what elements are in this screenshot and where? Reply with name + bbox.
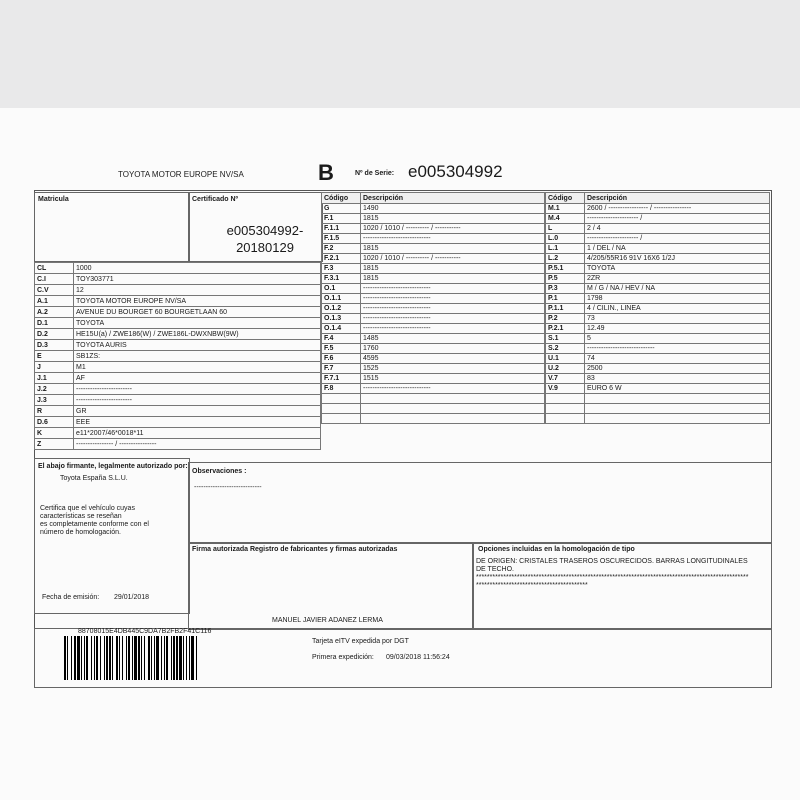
- left-value-cell: TOY303771: [74, 274, 321, 285]
- right-header-row: [546, 193, 770, 204]
- mid-code-cell: F.2: [322, 244, 361, 254]
- right-value-cell: 1798: [585, 294, 770, 304]
- certificado-number-line1: e005304992-: [226, 223, 304, 238]
- right-row: [546, 394, 770, 404]
- right-code-cell: [546, 414, 585, 424]
- mid-value-cell: 1020 / 1010 / ---------- / -----------: [361, 224, 545, 234]
- right-value-cell: 5: [585, 334, 770, 344]
- mid-header-row: [322, 193, 545, 204]
- right-code-cell: M.4: [546, 214, 585, 224]
- primera-expedicion-value: 09/03/2018 11:56:24: [386, 654, 450, 661]
- mid-value-cell: 1490: [361, 204, 545, 214]
- mid-value-cell: [361, 414, 545, 424]
- signer-title: El abajo firmante, legalmente autorizado por:: [38, 463, 188, 470]
- right-value-cell: [585, 394, 770, 404]
- mid-value-cell: 1525: [361, 364, 545, 374]
- mid-row: [322, 364, 545, 374]
- mid-row: [322, 254, 545, 264]
- right-value-cell: [585, 414, 770, 424]
- certificado-number-line2: 20180129: [236, 240, 294, 255]
- mid-row: [322, 374, 545, 384]
- mid-row: [322, 414, 545, 424]
- right-value-cell: 2 / 4: [585, 224, 770, 234]
- right-row: [546, 304, 770, 314]
- mid-code-cell: O.1.2: [322, 304, 361, 314]
- right-row: [546, 204, 770, 214]
- right-row: [546, 384, 770, 394]
- left-row: [35, 274, 321, 285]
- right-value-cell: 4/205/55R16 91V 16X6 1/2J: [585, 254, 770, 264]
- left-code-cell: A.2: [35, 307, 74, 318]
- left-code-cell: D.3: [35, 340, 74, 351]
- mid-value-cell: 4595: [361, 354, 545, 364]
- right-row: [546, 414, 770, 424]
- mid-code-cell: O.1: [322, 284, 361, 294]
- mid-row: [322, 404, 545, 414]
- right-row: [546, 214, 770, 224]
- left-value-cell: ---------------- / ----------------: [74, 439, 321, 450]
- right-row: [546, 254, 770, 264]
- opciones-stars-2: *****************************************: [476, 582, 588, 589]
- left-row: [35, 340, 321, 351]
- right-row: [546, 344, 770, 354]
- left-code-cell: D.2: [35, 329, 74, 340]
- engine-specs-table: [545, 192, 770, 424]
- mid-row: [322, 224, 545, 234]
- right-code-cell: L.0: [546, 234, 585, 244]
- right-code-cell: V.9: [546, 384, 585, 394]
- mid-row: [322, 324, 545, 334]
- left-row: [35, 373, 321, 384]
- left-row: [35, 362, 321, 373]
- mid-value-cell: 1815: [361, 274, 545, 284]
- left-fields-table: [34, 262, 321, 450]
- mid-code-cell: F.2.1: [322, 254, 361, 264]
- mid-code-cell: F.8: [322, 384, 361, 394]
- mid-code-cell: F.1.1: [322, 224, 361, 234]
- left-row: [35, 329, 321, 340]
- issuer-company: TOYOTA MOTOR EUROPE NV/SA: [118, 170, 244, 179]
- mid-value-cell: -----------------------------: [361, 284, 545, 294]
- right-code-cell: S.2: [546, 344, 585, 354]
- mid-value-cell: [361, 394, 545, 404]
- certifica-line-3: es completamente conforme con el: [40, 521, 149, 528]
- fecha-emision-value: 29/01/2018: [114, 594, 150, 601]
- mid-head-code: Código: [322, 193, 361, 204]
- mid-row: [322, 274, 545, 284]
- mid-code-cell: O.1.3: [322, 314, 361, 324]
- left-code-cell: CL: [35, 263, 74, 274]
- right-head-code: Código: [546, 193, 585, 204]
- right-row: [546, 334, 770, 344]
- left-value-cell: ------------------------: [74, 384, 321, 395]
- mid-head-desc: Descripción: [361, 193, 545, 204]
- left-code-cell: C.V: [35, 285, 74, 296]
- barcode: [64, 636, 280, 680]
- right-code-cell: L.2: [546, 254, 585, 264]
- right-code-cell: S.1: [546, 334, 585, 344]
- right-row: [546, 404, 770, 414]
- right-value-cell: 4 / CILIN., LINEA: [585, 304, 770, 314]
- opciones-line-2: DE TECHO.: [476, 566, 514, 573]
- right-row: [546, 224, 770, 234]
- right-value-cell: TOYOTA: [585, 264, 770, 274]
- left-value-cell: TOYOTA MOTOR EUROPE NV/SA: [74, 296, 321, 307]
- fecha-emision-label: Fecha de emisión:: [42, 594, 100, 601]
- right-value-cell: [585, 404, 770, 414]
- mid-row: [322, 314, 545, 324]
- observaciones-value: -----------------------------: [194, 484, 262, 491]
- right-value-cell: 2ZR: [585, 274, 770, 284]
- mid-code-cell: F.6: [322, 354, 361, 364]
- left-code-cell: C.I: [35, 274, 74, 285]
- right-value-cell: 2600 / ----------------- / ----------------: [585, 204, 770, 214]
- mid-code-cell: F.1: [322, 214, 361, 224]
- mid-value-cell: 1815: [361, 244, 545, 254]
- right-code-cell: V.7: [546, 374, 585, 384]
- right-row: [546, 354, 770, 364]
- right-row: [546, 244, 770, 254]
- right-code-cell: P.1.1: [546, 304, 585, 314]
- left-row: [35, 296, 321, 307]
- certifica-line-1: Certifica que el vehículo cuyas: [40, 505, 135, 512]
- mid-value-cell: -----------------------------: [361, 384, 545, 394]
- left-row: [35, 351, 321, 362]
- mid-value-cell: -----------------------------: [361, 234, 545, 244]
- right-code-cell: M.1: [546, 204, 585, 214]
- right-row: [546, 284, 770, 294]
- document-letter: B: [318, 160, 334, 185]
- mid-row: [322, 234, 545, 244]
- mid-value-cell: 1760: [361, 344, 545, 354]
- right-row: [546, 314, 770, 324]
- mid-code-cell: F.5: [322, 344, 361, 354]
- right-code-cell: P.2.1: [546, 324, 585, 334]
- mid-code-cell: F.3.1: [322, 274, 361, 284]
- right-row: [546, 374, 770, 384]
- right-code-cell: [546, 404, 585, 414]
- observaciones-label: Observaciones :: [192, 468, 247, 475]
- right-code-cell: P.3: [546, 284, 585, 294]
- left-value-cell: TOYOTA: [74, 318, 321, 329]
- left-code-cell: A.1: [35, 296, 74, 307]
- left-value-cell: EEE: [74, 417, 321, 428]
- left-row: [35, 428, 321, 439]
- right-value-cell: EURO 6 W: [585, 384, 770, 394]
- mid-code-cell: G: [322, 204, 361, 214]
- mid-code-cell: F.4: [322, 334, 361, 344]
- mid-code-cell: O.1.4: [322, 324, 361, 334]
- opciones-line-1: DE ORIGEN: CRISTALES TRASEROS OSCURECIDOS. BARRAS LONGITUDINALES: [476, 558, 748, 565]
- left-value-cell: 12: [74, 285, 321, 296]
- right-row: [546, 364, 770, 374]
- mid-code-cell: [322, 404, 361, 414]
- mid-code-cell: F.7.1: [322, 374, 361, 384]
- mid-row: [322, 284, 545, 294]
- mid-value-cell: 1515: [361, 374, 545, 384]
- right-code-cell: L.1: [546, 244, 585, 254]
- certificado-number: [205, 222, 325, 256]
- mid-row: [322, 354, 545, 364]
- right-value-cell: -----------------------------: [585, 344, 770, 354]
- right-value-cell: M / G / NA / HEV / NA: [585, 284, 770, 294]
- certificado-label: Certificado Nº: [192, 196, 239, 203]
- right-code-cell: U.2: [546, 364, 585, 374]
- left-row: [35, 263, 321, 274]
- mid-value-cell: -----------------------------: [361, 294, 545, 304]
- mid-row: [322, 244, 545, 254]
- left-value-cell: ------------------------: [74, 395, 321, 406]
- left-code-cell: J.1: [35, 373, 74, 384]
- left-code-cell: R: [35, 406, 74, 417]
- right-row: [546, 274, 770, 284]
- right-code-cell: P.5.1: [546, 264, 585, 274]
- right-row: [546, 264, 770, 274]
- mid-row: [322, 204, 545, 214]
- left-row: [35, 384, 321, 395]
- mid-code-cell: F.7: [322, 364, 361, 374]
- right-code-cell: L: [546, 224, 585, 234]
- left-value-cell: TOYOTA AURIS: [74, 340, 321, 351]
- mid-row: [322, 344, 545, 354]
- opciones-stars-1: ****************************************************************************************************: [476, 574, 749, 581]
- barcode-bar: [197, 636, 198, 680]
- right-row: [546, 234, 770, 244]
- right-code-cell: P.2: [546, 314, 585, 324]
- left-row: [35, 406, 321, 417]
- right-code-cell: [546, 394, 585, 404]
- mid-value-cell: -----------------------------: [361, 314, 545, 324]
- right-value-cell: 74: [585, 354, 770, 364]
- left-row: [35, 417, 321, 428]
- right-value-cell: 1 / DEL / NA: [585, 244, 770, 254]
- left-code-cell: D.6: [35, 417, 74, 428]
- mass-dimensions-table: [321, 192, 545, 424]
- left-code-cell: J.2: [35, 384, 74, 395]
- left-value-cell: AF: [74, 373, 321, 384]
- mid-row: [322, 394, 545, 404]
- mid-value-cell: 1485: [361, 334, 545, 344]
- certifica-line-2: características se reseñan: [40, 513, 122, 520]
- firma-name: MANUEL JAVIER ADANEZ LERMA: [272, 617, 383, 624]
- mid-value-cell: [361, 404, 545, 414]
- mid-row: [322, 294, 545, 304]
- tarjeta-text: Tarjeta eITV expedida por DGT: [312, 638, 409, 645]
- mid-value-cell: 1815: [361, 264, 545, 274]
- left-code-cell: J: [35, 362, 74, 373]
- left-value-cell: 1000: [74, 263, 321, 274]
- serie-label: Nº de Serie:: [355, 170, 395, 177]
- mid-code-cell: O.1.1: [322, 294, 361, 304]
- left-row: [35, 285, 321, 296]
- right-value-cell: 83: [585, 374, 770, 384]
- right-value-cell: 12.49: [585, 324, 770, 334]
- mid-value-cell: 1815: [361, 214, 545, 224]
- mid-row: [322, 334, 545, 344]
- mid-code-cell: F.3: [322, 264, 361, 274]
- left-value-cell: M1: [74, 362, 321, 373]
- mid-value-cell: 1020 / 1010 / ---------- / -----------: [361, 254, 545, 264]
- mid-row: [322, 264, 545, 274]
- scan-top-background: [0, 0, 800, 108]
- opciones-label: Opciones incluidas en la homologación de tipo: [478, 546, 635, 553]
- left-code-cell: D.1: [35, 318, 74, 329]
- mid-value-cell: -----------------------------: [361, 324, 545, 334]
- left-row: [35, 307, 321, 318]
- mid-value-cell: -----------------------------: [361, 304, 545, 314]
- primera-expedicion-label: Primera expedición:: [312, 654, 374, 661]
- left-code-cell: K: [35, 428, 74, 439]
- right-head-desc: Descripción: [585, 193, 770, 204]
- left-row: [35, 439, 321, 450]
- mid-code-cell: [322, 414, 361, 424]
- right-value-cell: 73: [585, 314, 770, 324]
- certifica-line-4: número de homologación.: [40, 529, 121, 536]
- left-row: [35, 318, 321, 329]
- left-code-cell: E: [35, 351, 74, 362]
- left-value-cell: AVENUE DU BOURGET 60 BOURGETLAAN 60: [74, 307, 321, 318]
- left-code-cell: Z: [35, 439, 74, 450]
- firma-label: Firma autorizada Registro de fabricantes y firmas autorizadas: [192, 546, 398, 553]
- mid-row: [322, 384, 545, 394]
- left-value-cell: HE15U(a) / ZWE186(W) / ZWE186L-DWXNBW(9W): [74, 329, 321, 340]
- footer-code: 88708015E4DB445C9DA7B2FB2F41C116: [78, 628, 212, 635]
- observaciones-box: [188, 462, 772, 544]
- right-code-cell: P.5: [546, 274, 585, 284]
- right-code-cell: U.1: [546, 354, 585, 364]
- right-row: [546, 294, 770, 304]
- left-row: [35, 395, 321, 406]
- right-value-cell: ---------------------- /: [585, 214, 770, 224]
- right-value-cell: ---------------------- /: [585, 234, 770, 244]
- serie-number: e005304992: [408, 162, 503, 181]
- right-code-cell: P.1: [546, 294, 585, 304]
- mid-code-cell: [322, 394, 361, 404]
- right-value-cell: 2500: [585, 364, 770, 374]
- left-value-cell: SB1ZS:: [74, 351, 321, 362]
- matricula-label: Matricula: [38, 196, 69, 203]
- mid-row: [322, 304, 545, 314]
- left-code-cell: J.3: [35, 395, 74, 406]
- mid-code-cell: F.1.5: [322, 234, 361, 244]
- left-value-cell: e11*2007/46*0018*11: [74, 428, 321, 439]
- mid-row: [322, 214, 545, 224]
- left-value-cell: GR: [74, 406, 321, 417]
- signer-company: Toyota España S.L.U.: [60, 475, 128, 482]
- right-row: [546, 324, 770, 334]
